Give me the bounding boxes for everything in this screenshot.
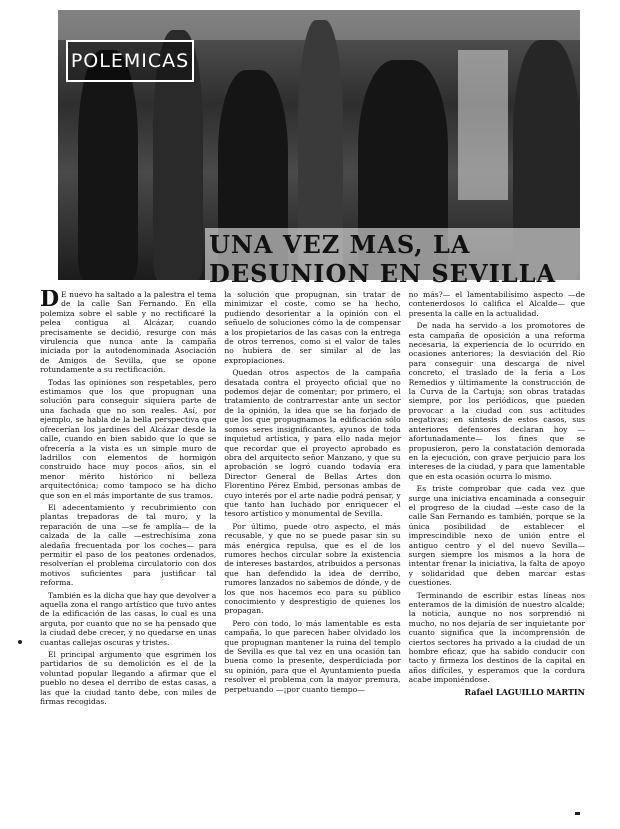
drop-cap: D bbox=[40, 290, 60, 312]
headline: UNA VEZ MAS, LA DESUNION EN SEVILLA bbox=[205, 228, 583, 290]
paragraph: De nada ha servido a los promotores de esta campaña de oposición a una reforma necesaria, la experiencia de lo ocurrido en ocasiones anteriores; la desviación del Río para conseguir una descarga de nivel concreto, el traslado de la feria a Los Remedios y últimamente la construcción de la Curva de la Cartuja; son obras tratadas siempre, por los periódicos, que pueden provocar a la ciudad con sus actitudes negativas; en síntesis de estos casos, sus anteriores defensores declaran hoy —afortunadamente— los fines que se propusieron, pero la constatación demorada en la ejecución, con grave perjuicio para los intereses de la ciudad, y para que lamentable que en esta ocasión ocurra lo mismo. bbox=[408, 321, 585, 481]
print-speck bbox=[18, 640, 22, 644]
paragraph: D E nuevo ha saltado a la palestra el tema de la calle San Fernando. En ella polemiza sobre el sable y no rectificaré la pelea contigua al Alcázar, cuando precisamente se decidió, resurge con más virulencia que nunca ante la campaña iniciada por la autodenominada Asociación de Amigos de Sevilla, que se opone rotundamente a su rectificación. bbox=[40, 290, 217, 375]
article-body bbox=[40, 290, 585, 810]
paragraph: Todas las opiniones son respetables, pero estimamos que los que propugnan una solución para conseguir siquiera parte de una fachada que no son reales. Así, por ejemplo, se habla de la bella perspectiva que ofrecerían los jardines del Alcázar desde la calle, cuando en bien sabido que lo que se ofrecería a la vista es un simple muro de ladrillos con elementos de hormigón construido hace muy pocos años, sin el menor mérito histórico ni belleza arquitectónica; como tampoco se ha dicho que son en el más importante de sus tramos. bbox=[40, 377, 217, 500]
author-signature: Rafael LAGUILLO MARTIN bbox=[464, 686, 585, 697]
paragraph: no más?— el lamentabilísimo aspecto —de contenerdosos lo califica el Alcalde— que presenta la calle en la actualidad. bbox=[408, 290, 585, 318]
article-column-2 bbox=[224, 290, 400, 810]
section-label: POLEMICAS bbox=[66, 40, 194, 82]
paragraph: la solución que propugnan, sin tratar de minimizar el coste, como se ha hecho, pudiendo desorientar a la opinión con el señuelo de soluciones cómo la de compensar a los propietarios de las casas con la entrega de otros terrenos, como si el valor de tales no hubiera de ser similar al de las expropiaciones. bbox=[224, 290, 401, 365]
paragraph: Es triste comprobar que cada vez que surge una iniciativa encaminada a conseguir el progreso de la ciudad —este caso de la calle San Fernando es también, porque se la única posibilidad de establecer el imprescindible nexo de unión entre el antiguo centro y el del nuevo Sevilla— surgen siempre los mismos a la hora de intentar frenar la iniciativa, la falta de apoyo y solidaridad que deben marcar estas cuestiones. bbox=[408, 484, 585, 588]
paragraph: Pero con todo, lo más lamentable es esta campaña, lo que parecen haber olvidado los que propugnan mantener la ruina del templo de Sevilla es que tal vez en una ocasión tan buena como la presente, desperdiciada por su opinión, para que el Ayuntamiento pueda resolver el problema con la mayor premura, perpetuando —¡por cuanto tiempo— bbox=[224, 618, 401, 694]
paragraph: El adecentamiento y recubrimiento con plantas trepadoras de tal muro, y la reparación de una —se fe amplía— de la calzada de la calle —estrechísima zona aledaña frecuentada por los coches— para permitir el paso de los peatones ordenados, resolverían el problema circulatorio con dos motivos suficientes para justificar tal reforma. bbox=[40, 502, 217, 588]
paragraph: Terminando de escribir estas líneas nos enteramos de la dimisión de nuestro alcalde; la noticia, aunque no nos sorprendió ni mucho, no nos dejaría de ser inquietante por cuanto significa que la incomprensión de ciertos sectores ha privado a la ciudad de un hombre eficaz, que ha sabido conducir con tacto y firmeza los destinos de la capital en años difíciles, y esperamos que la cordura acabe imponiéndose. bbox=[408, 590, 585, 685]
paragraph: También es la dicha que hay que devolver a aquella zona el rango artístico que tuvo antes de la edificación de las casas, lo cual es una arguta, por cuanto que no se ha pensado que la ciudad debe crecer, y no quedarse en unas cuantas callejas oscuras y tristes. bbox=[40, 590, 217, 647]
article-column-1 bbox=[40, 290, 216, 810]
paragraph: Quedan otros aspectos de la campaña desatada contra el proyecto oficial que no podemos dejar de comentar; por primero, el tratamiento de contrarrestar ante un sector de la opinión, la idea que se ha forjado de que los que propugnamos la edificación sólo somos seres insignificantes, ayunos de toda inquietud artística, y para ello nada mejor que recordar que el proyecto aprobado es obra del arquitecto señor Manzano, y que su aprobación se logró cuando todavía era Director General de Bellas Artes don Florentino Pérez Embid, personas ambas de cuyo interés por el arte nadie podrá pensar, y que tanto han luchado por enriquecer el tesoro artístico y monumental de Sevilla. bbox=[224, 368, 401, 519]
paragraph: El principal argumento que esgrimen los partidarios de su demolición es el de la voluntad popular llegando a afirmar que el pueblo no desea el derribo de estas casas, a las que la ciudad tanto debe, con miles de firmas recogidas. bbox=[40, 650, 217, 707]
article-column-3 bbox=[409, 290, 585, 810]
paragraph: Por último, puede otro aspecto, el más recusable, y que no se puede pasar sin su más enérgica repulsa, que es el de los rumores hechos circular sobre la existencia de intereses bastardos, atribuidos a personas que han defendido la idea de derribo, rumores lanzados no sabemos de dónde, y de los que nos hacemos eco para su público conocimiento y desprestigio de quienes los propagan. bbox=[224, 521, 401, 616]
print-speck bbox=[575, 812, 580, 815]
